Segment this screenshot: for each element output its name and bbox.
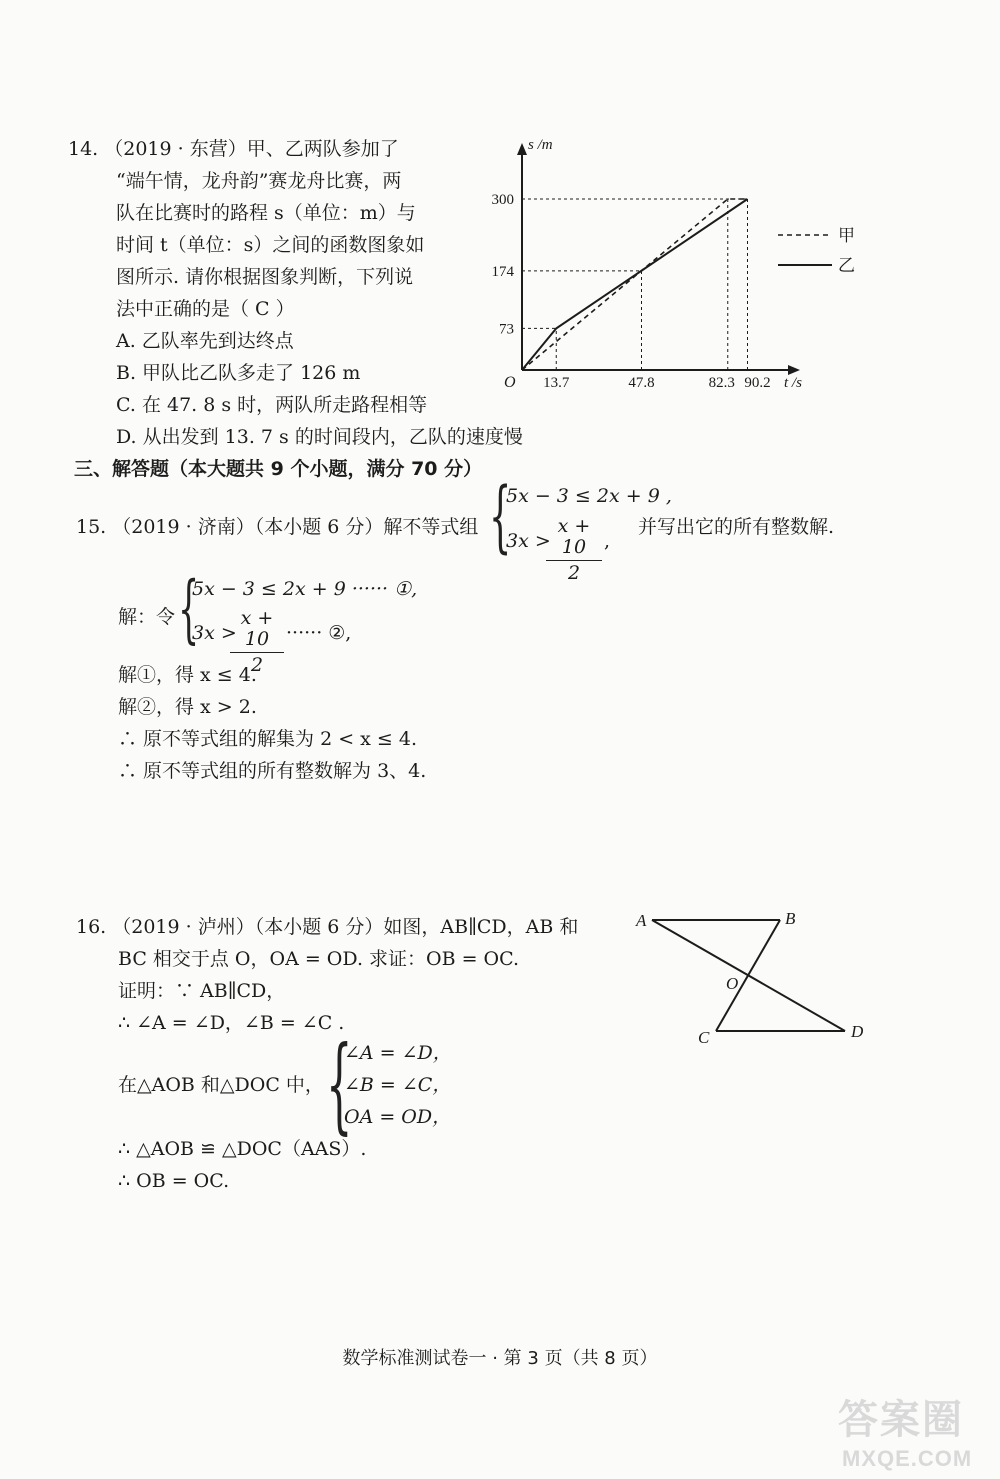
q14-line-1: 14. （2019 · 东营）甲、乙两队参加了 (68, 138, 399, 160)
q16-proof-1: 证明：∵ AB∥CD， (118, 980, 286, 1002)
q15-solution-fraction-denominator: 2 (250, 653, 264, 676)
origin-label: O (504, 374, 516, 391)
fraction-bar (546, 560, 602, 561)
q14-line-6: 法中正确的是（ C ） (116, 298, 295, 320)
q14-option-c: C. 在 47. 8 s 时，两队所走路程相等 (116, 394, 428, 416)
q15-step-1: 解①，得 x ≤ 4. (118, 664, 257, 686)
point-label-o: O (726, 974, 739, 993)
x-tick-label: 82.3 (708, 375, 735, 391)
y-axis-label: s /m (528, 137, 553, 153)
q15-solution-1: 5x − 3 ≤ 2x + 9 ······ ①, (192, 578, 418, 600)
point-label-a: A (636, 911, 647, 930)
watermark-logo-text: 答案圈 (838, 1398, 964, 1442)
q16-conclusion-1: ∴ △AOB ≌ △DOC（AAS）. (118, 1138, 367, 1160)
q15-suffix: 并写出它的所有整数解. (638, 516, 835, 538)
q16-in-triangles: 在△AOB 和△DOC 中， (118, 1074, 324, 1096)
x-tick-label: 90.2 (744, 375, 771, 391)
x-axis-label: t /s (784, 375, 802, 391)
y-tick-label: 300 (491, 192, 514, 208)
q16-geometry-figure (630, 905, 880, 1045)
q16-brace: { (326, 1023, 353, 1145)
q14-line-2: “端午情，龙舟韵”赛龙舟比赛，两 (116, 170, 402, 192)
watermark-domain: MXQE.COM (842, 1446, 973, 1471)
point-label-c: C (698, 1028, 710, 1045)
q15-fraction (546, 516, 602, 584)
q14-line-4: 时间 t（单位：s）之间的函数图象如 (116, 234, 425, 256)
q14-option-b: B. 甲队比乙队多走了 126 m (116, 362, 361, 384)
legend-label-yi: 乙 (838, 256, 855, 275)
q16-line-1: 16. （2019 · 泸州）（本小题 6 分）如图，AB∥CD，AB 和 (76, 916, 579, 938)
q15-solution-fraction-numerator: x + 10 (240, 607, 274, 650)
q14-line-5: 图所示. 请你根据图象判断，下列说 (116, 266, 414, 288)
distance-time-chart (470, 125, 870, 405)
q15-solution-brace: { (178, 566, 200, 652)
q14-option-a: A. 乙队率先到达终点 (116, 330, 294, 352)
q15-prefix: 15. （2019 · 济南）（本小题 6 分）解不等式组 (76, 516, 479, 538)
q16-system-1: ∠A = ∠D， (344, 1042, 452, 1064)
q16-system-3: OA = OD， (344, 1106, 452, 1128)
q16-conclusion-2: ∴ OB = OC. (118, 1170, 230, 1192)
q15-brace: { (489, 472, 512, 562)
q15-step-2: 解②，得 x > 2. (118, 696, 257, 718)
q14-option-d: D. 从出发到 13. 7 s 的时间段内，乙队的速度慢 (116, 426, 523, 448)
q15-step-4: ∴ 原不等式组的所有整数解为 3、4. (118, 760, 427, 782)
q15-fraction-denominator: 2 (567, 561, 581, 584)
q15-system-2-left: 3x > (506, 530, 551, 552)
y-axis-arrow (517, 143, 527, 155)
q15-fraction-numerator: x + 10 (557, 515, 591, 558)
q15-system-2-right: , (604, 530, 611, 552)
page-footer: 数学标准测试卷一 · 第 3 页（共 8 页） (342, 1348, 658, 1369)
legend-label-jia: 甲 (838, 226, 855, 245)
x-tick-label: 13.7 (543, 375, 570, 391)
point-label-d: D (851, 1022, 864, 1041)
q16-proof-2: ∴ ∠A = ∠D，∠B = ∠C . (118, 1012, 345, 1034)
q15-solution-2-left: 3x > (192, 622, 237, 644)
y-tick-label: 73 (499, 321, 514, 338)
q15-step-3: ∴ 原不等式组的解集为 2 < x ≤ 4. (118, 728, 418, 750)
q16-line-2: BC 相交于点 O，OA = OD. 求证：OB = OC. (118, 948, 520, 970)
y-tick-label: 174 (491, 263, 514, 280)
point-label-b: B (785, 909, 796, 928)
x-tick-label: 47.8 (628, 375, 655, 391)
q15-solution-intro: 解：令 (118, 606, 176, 628)
q15-solution-2-right: ······ ②, (286, 622, 352, 644)
q15-system-1: 5x − 3 ≤ 2x + 9 , (506, 485, 672, 507)
fraction-bar (230, 652, 284, 653)
section-3-heading: 三、解答题（本大题共 9 个小题，满分 70 分） (74, 458, 483, 480)
q14-line-3: 队在比赛时的路程 s（单位：m）与 (116, 202, 416, 224)
x-axis-arrow (788, 365, 800, 375)
q16-system-2: ∠B = ∠C， (344, 1074, 452, 1096)
